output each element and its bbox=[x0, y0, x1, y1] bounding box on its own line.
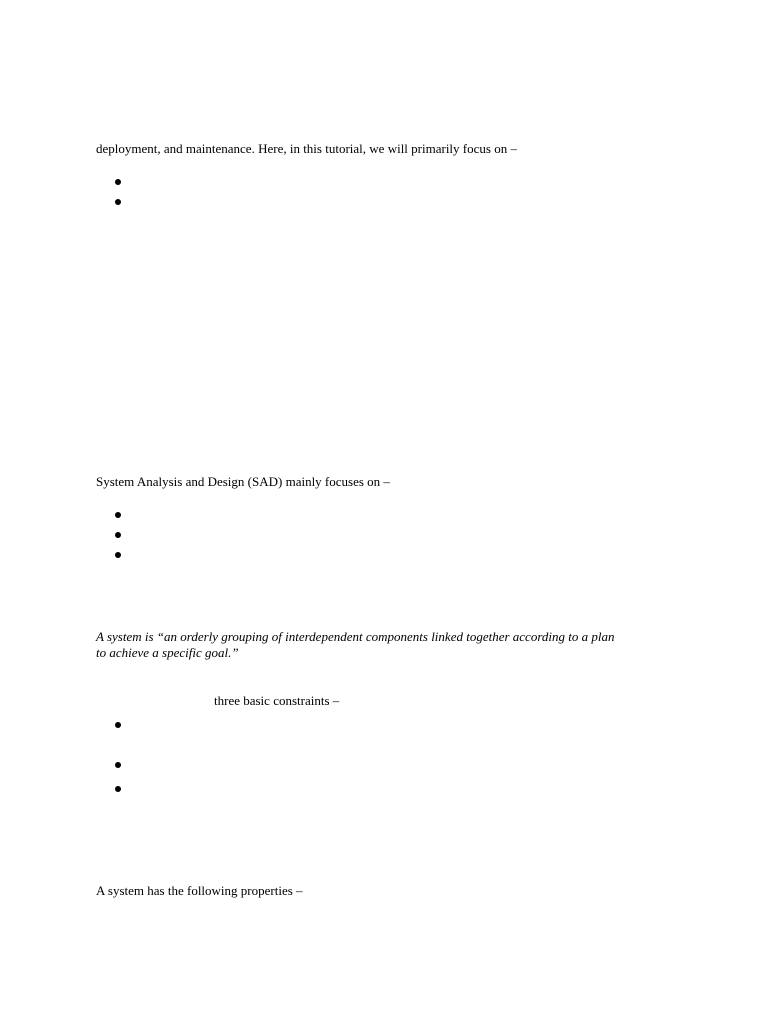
list-bullet bbox=[115, 199, 121, 205]
list-bullet bbox=[115, 552, 121, 558]
paragraph-constraints: three basic constraints – bbox=[214, 693, 340, 708]
list-bullet bbox=[115, 532, 121, 538]
system-definition-line-2: to achieve a specific goal.” bbox=[96, 645, 239, 660]
list-bullet bbox=[115, 512, 121, 518]
list-bullet bbox=[115, 786, 121, 792]
list-bullet bbox=[115, 762, 121, 768]
system-definition-line-1: A system is “an orderly grouping of interdependent components linked together according to a plan bbox=[96, 629, 615, 644]
list-bullet bbox=[115, 722, 121, 728]
paragraph-properties: A system has the following properties – bbox=[96, 883, 303, 898]
paragraph-sad: System Analysis and Design (SAD) mainly focuses on – bbox=[96, 474, 390, 489]
list-bullet bbox=[115, 179, 121, 185]
paragraph-focus: deployment, and maintenance. Here, in this tutorial, we will primarily focus on – bbox=[96, 141, 517, 156]
